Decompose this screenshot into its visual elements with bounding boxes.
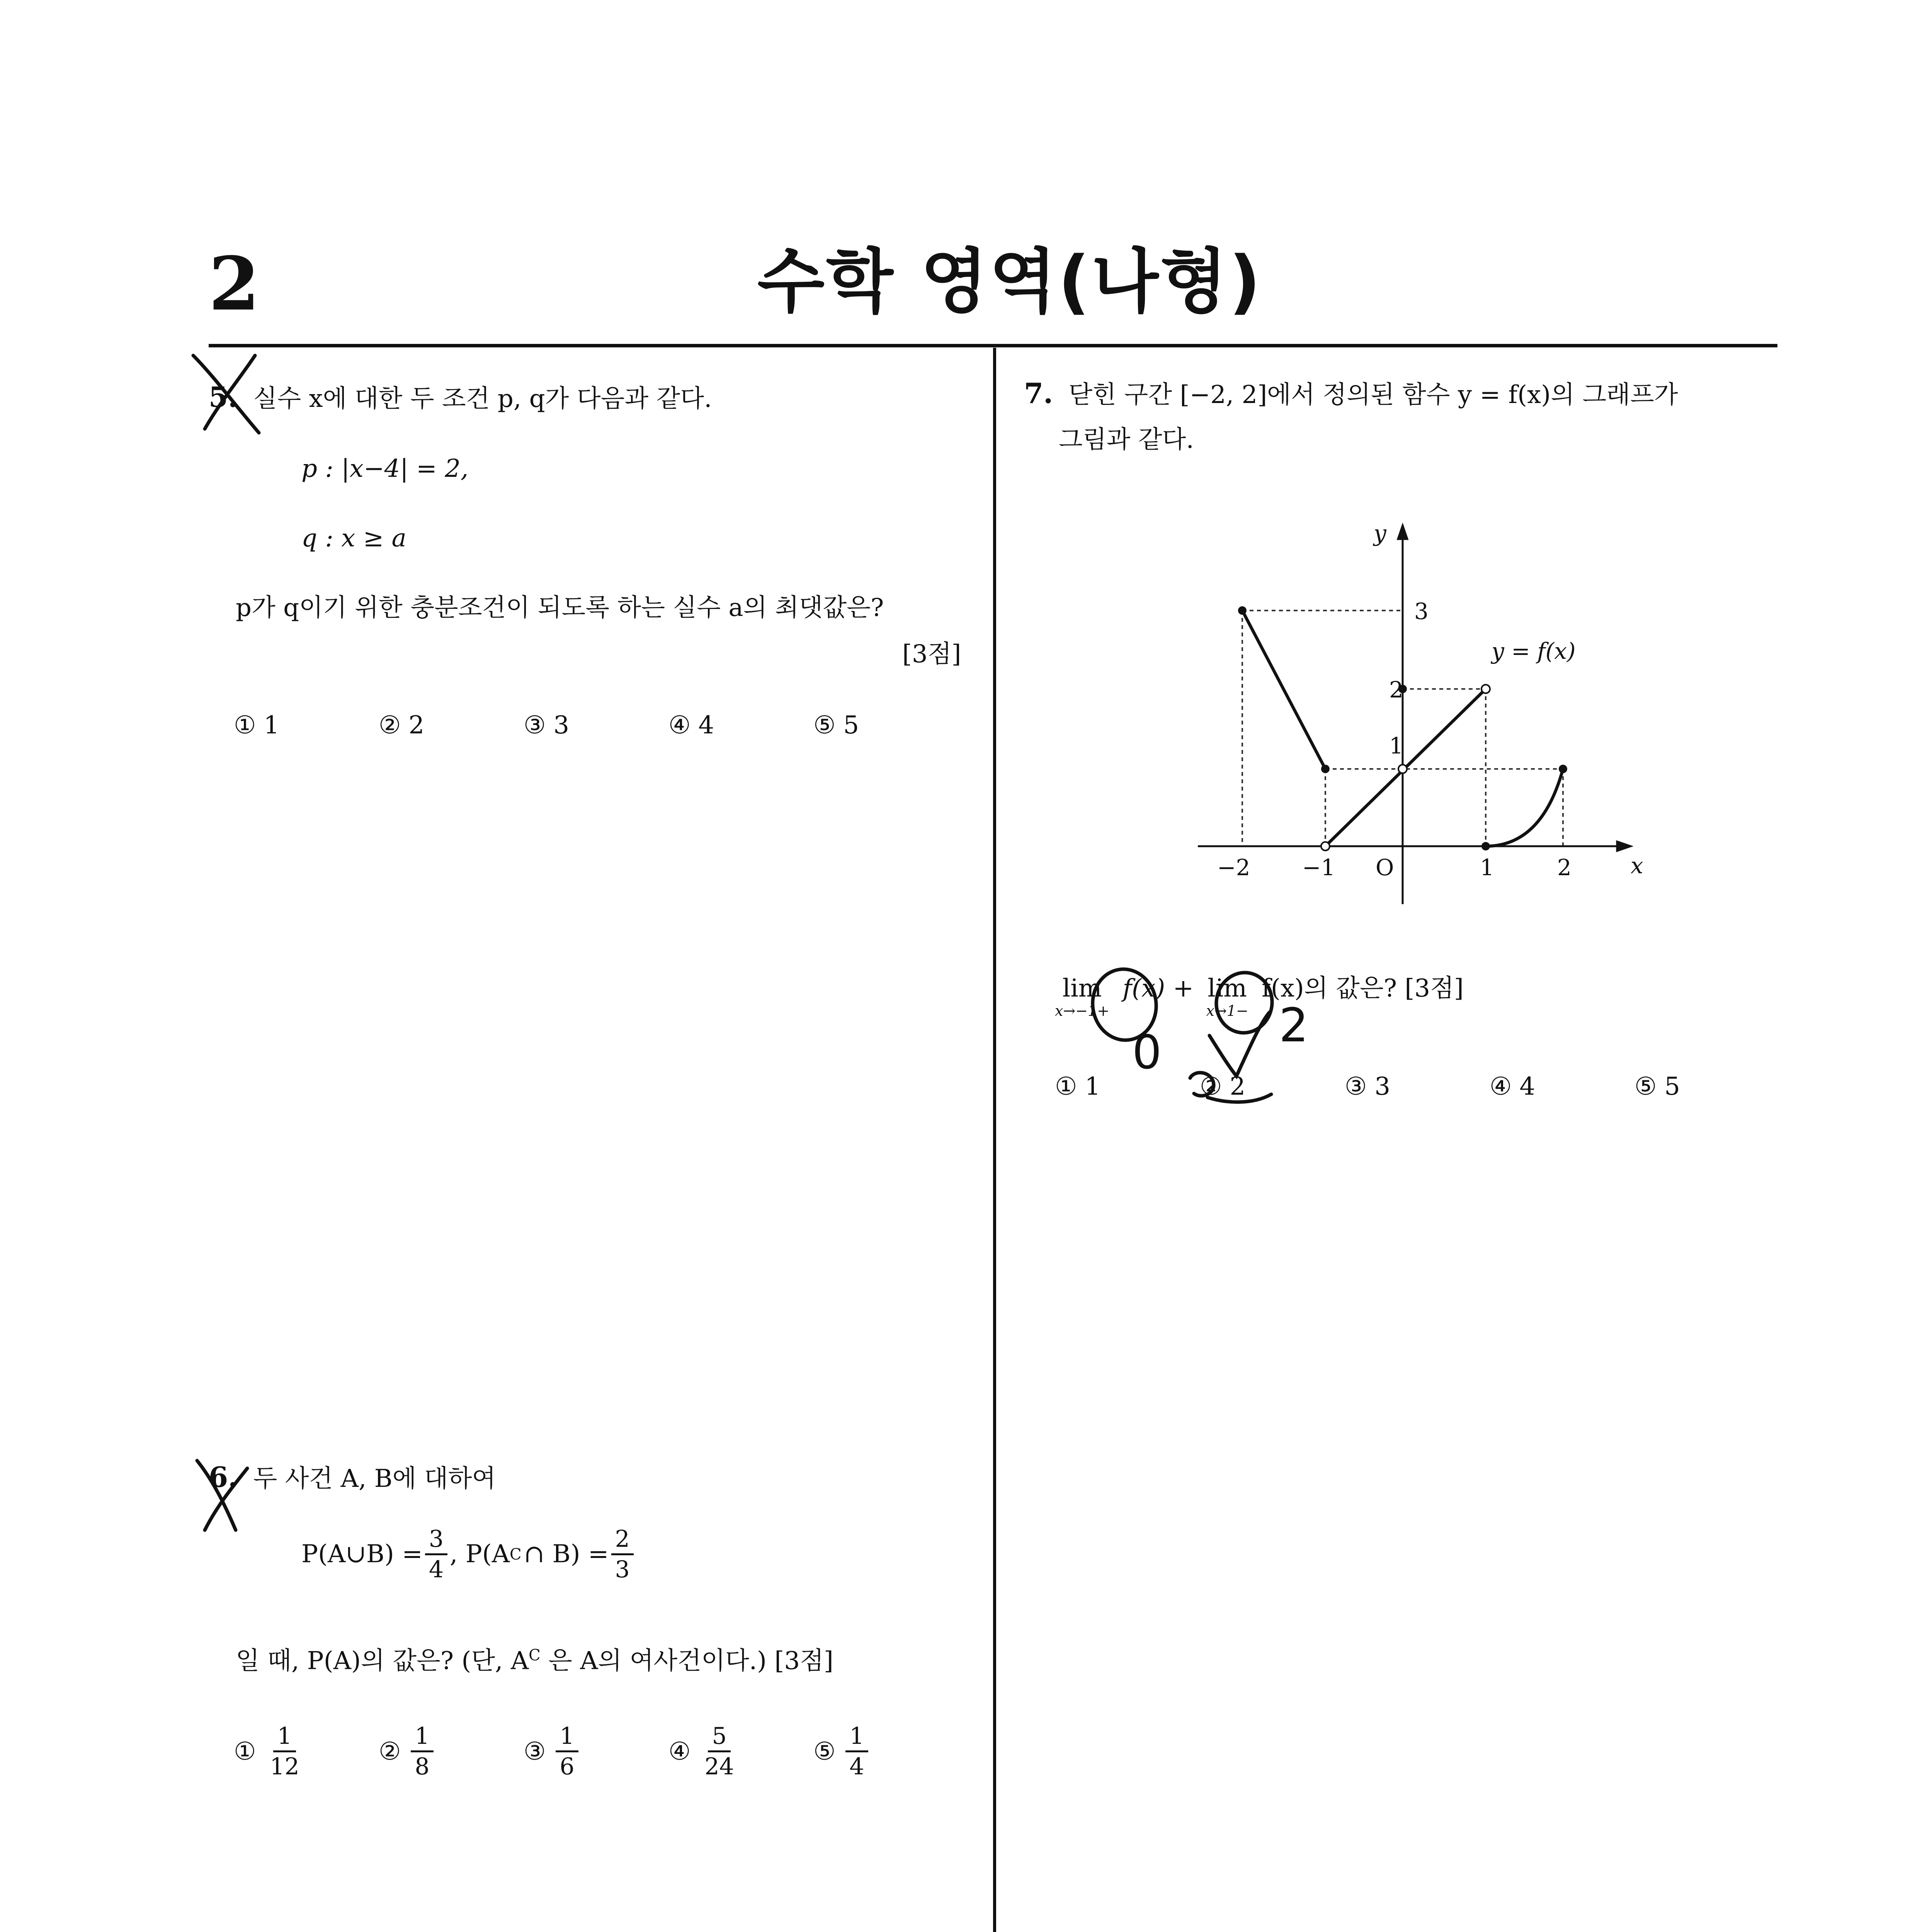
choice-2[interactable]: ② $\frac{1}{8}$ — [379, 1723, 436, 1779]
curve-label: y = f(x) — [1492, 638, 1576, 664]
condition-q: q : x ≥ a — [301, 524, 406, 553]
probability-conditions: P(A∪B) = $\frac{3}{4}$ , P(A C ∩ B) = $\frac{2}{3}$ — [301, 1526, 636, 1582]
x-tick-label: −2 — [1217, 854, 1250, 881]
fraction: $\frac{2}{3}$ — [611, 1526, 634, 1582]
choice-4[interactable]: ④ $\frac{5}{24}$ — [668, 1723, 734, 1780]
question-7-stem — [1024, 377, 1678, 410]
x-axis-label: x — [1631, 852, 1643, 879]
header-rule — [209, 344, 1777, 347]
handwritten-zero: 0 — [1132, 1026, 1162, 1080]
column-divider — [993, 348, 996, 1932]
question-text: 실수 x에 대한 두 조건 p, q가 다음과 같다. — [253, 384, 712, 413]
x-tick-label: 1 — [1480, 854, 1494, 881]
choice-1[interactable]: ① $\frac{1}{12}$ — [234, 1723, 299, 1780]
handwritten-x-mark — [182, 340, 274, 440]
page-number: 2 — [209, 241, 260, 327]
question-5-stem — [209, 381, 712, 414]
question-number: 6. — [209, 1461, 238, 1493]
choice-5[interactable]: ⑤ 5 — [1634, 1072, 1680, 1101]
y-tick-label: 2 — [1389, 677, 1403, 703]
question-number: 5. — [209, 381, 238, 413]
x-tick-label: 2 — [1557, 854, 1571, 881]
question-text: 닫힌 구간 [−2, 2]에서 정의된 함수 y = f(x)의 그래프가 — [1068, 381, 1678, 409]
y-axis-label: y — [1374, 520, 1386, 546]
choice-5[interactable]: ⑤ 5 — [813, 711, 859, 740]
choice-4[interactable]: ④ 4 — [1490, 1072, 1536, 1101]
condition-p: p : |x−4| = 2, — [301, 454, 469, 483]
question-number: 7. — [1024, 377, 1053, 410]
handwritten-annotation — [1043, 958, 1337, 1136]
choice-2[interactable]: ② 2 — [1200, 1072, 1246, 1101]
y-tick-label: 3 — [1414, 598, 1429, 624]
choice-1[interactable]: ① 1 — [234, 711, 280, 740]
choice-3[interactable]: ③ 3 — [524, 711, 570, 740]
question-prompt: 일 때, P(A)의 값은? (단, $A^C$ 은 A의 여사건이다.) [3점] — [236, 1646, 833, 1675]
origin-label: O — [1376, 854, 1394, 881]
handwritten-x-mark — [182, 1445, 267, 1538]
question-text: 두 사건 A, B에 대하여 — [253, 1464, 496, 1493]
answer-choices — [234, 711, 929, 746]
choice-3[interactable]: ③ 3 — [1345, 1072, 1391, 1101]
subject-title: 수학 영역(나형) — [757, 242, 1262, 322]
limit-expression: lim x→−1+ f(x) + lim x→1− f(x)의 값은? [3점] — [1055, 974, 1464, 1019]
y-tick-label: 1 — [1389, 733, 1403, 759]
handwritten-two: 2 — [1279, 999, 1309, 1053]
choice-4[interactable]: ④ 4 — [668, 711, 714, 740]
choice-1[interactable]: ① 1 — [1055, 1072, 1101, 1101]
choice-2[interactable]: ② 2 — [379, 711, 425, 740]
fraction: $\frac{3}{4}$ — [425, 1526, 447, 1582]
choice-3[interactable]: ③ $\frac{1}{6}$ — [524, 1723, 581, 1779]
points-label: [3점] — [902, 640, 961, 668]
question-text-line2: 그림과 같다. — [1059, 425, 1194, 454]
choice-5[interactable]: ⑤ $\frac{1}{4}$ — [813, 1723, 871, 1779]
x-tick-label: −1 — [1302, 854, 1335, 881]
question-prompt: p가 q이기 위한 충분조건이 되도록 하는 실수 a의 최댓값은? — [236, 594, 884, 622]
answer-choices — [234, 1723, 929, 1785]
function-graph — [1179, 518, 1665, 951]
